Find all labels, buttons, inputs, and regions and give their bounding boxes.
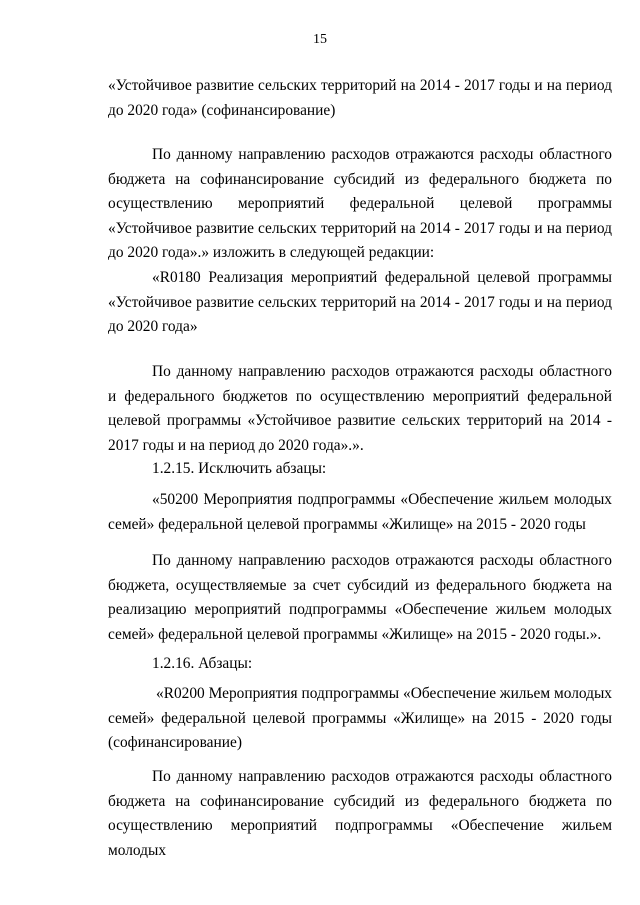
paragraph-program-title-continuation: «Устойчивое развитие сельских территорий на 2014 - 2017 годы и на период до 2020 года» (софинансирование) — [108, 77, 612, 119]
paragraph-expense-description-4: По данному направлению расходов отражаются расходы областного бюджета на софинансирование субсидий из федерального бюджета по осуществлению мероприятий подпрограммы «Обеспечение жильем молодых — [108, 768, 612, 859]
paragraph-item-1-2-15: 1.2.15. Исключить абзацы: — [152, 460, 327, 477]
paragraph-50200-code: «50200 Мероприятия подпрограммы «Обеспечение жильем молодых семей» федеральной целевой программы «Жилище» на 2015 - 2020 годы — [108, 491, 612, 533]
paragraph-expense-description-1: По данному направлению расходов отражаются расходы областного бюджета на софинансирование субсидий из федерального бюджета по осуществлению мероприятий федеральной целевой программы «Устойчивое развитие сельских территорий на 2014 - 2017 годы и на период до 2020 года».» изложить в следующей редакции: — [108, 146, 612, 261]
page-number: 15 — [313, 32, 327, 47]
paragraph-expense-description-3: По данному направлению расходов отражаются расходы областного бюджета, осуществляемые за счет субсидий из федерального бюджета на реализацию мероприятий подпрограммы «Обеспечение жильем молодых семей» федеральной целевой программы «Жилище» на 2015 - 2020 годы.». — [108, 552, 612, 643]
paragraph-expense-description-2: По данному направлению расходов отражаются расходы областного и федерального бюджетов по осуществлению мероприятий федеральной целевой программы «Устойчивое развитие сельских территорий на 2014 - 2017 годы и на период до 2020 года».». — [108, 363, 612, 454]
paragraph-r0180-code: «R0180 Реализация мероприятий федеральной целевой программы «Устойчивое развитие сельских территорий на 2014 - 2017 годы и на период до 2020 года» — [108, 269, 612, 335]
paragraph-item-1-2-16: 1.2.16. Абзацы: — [152, 655, 253, 672]
paragraph-r0200-code: «R0200 Мероприятия подпрограммы «Обеспечение жильем молодых семей» федеральной целевой программы «Жилище» на 2015 - 2020 годы (софинансирование) — [108, 685, 612, 751]
